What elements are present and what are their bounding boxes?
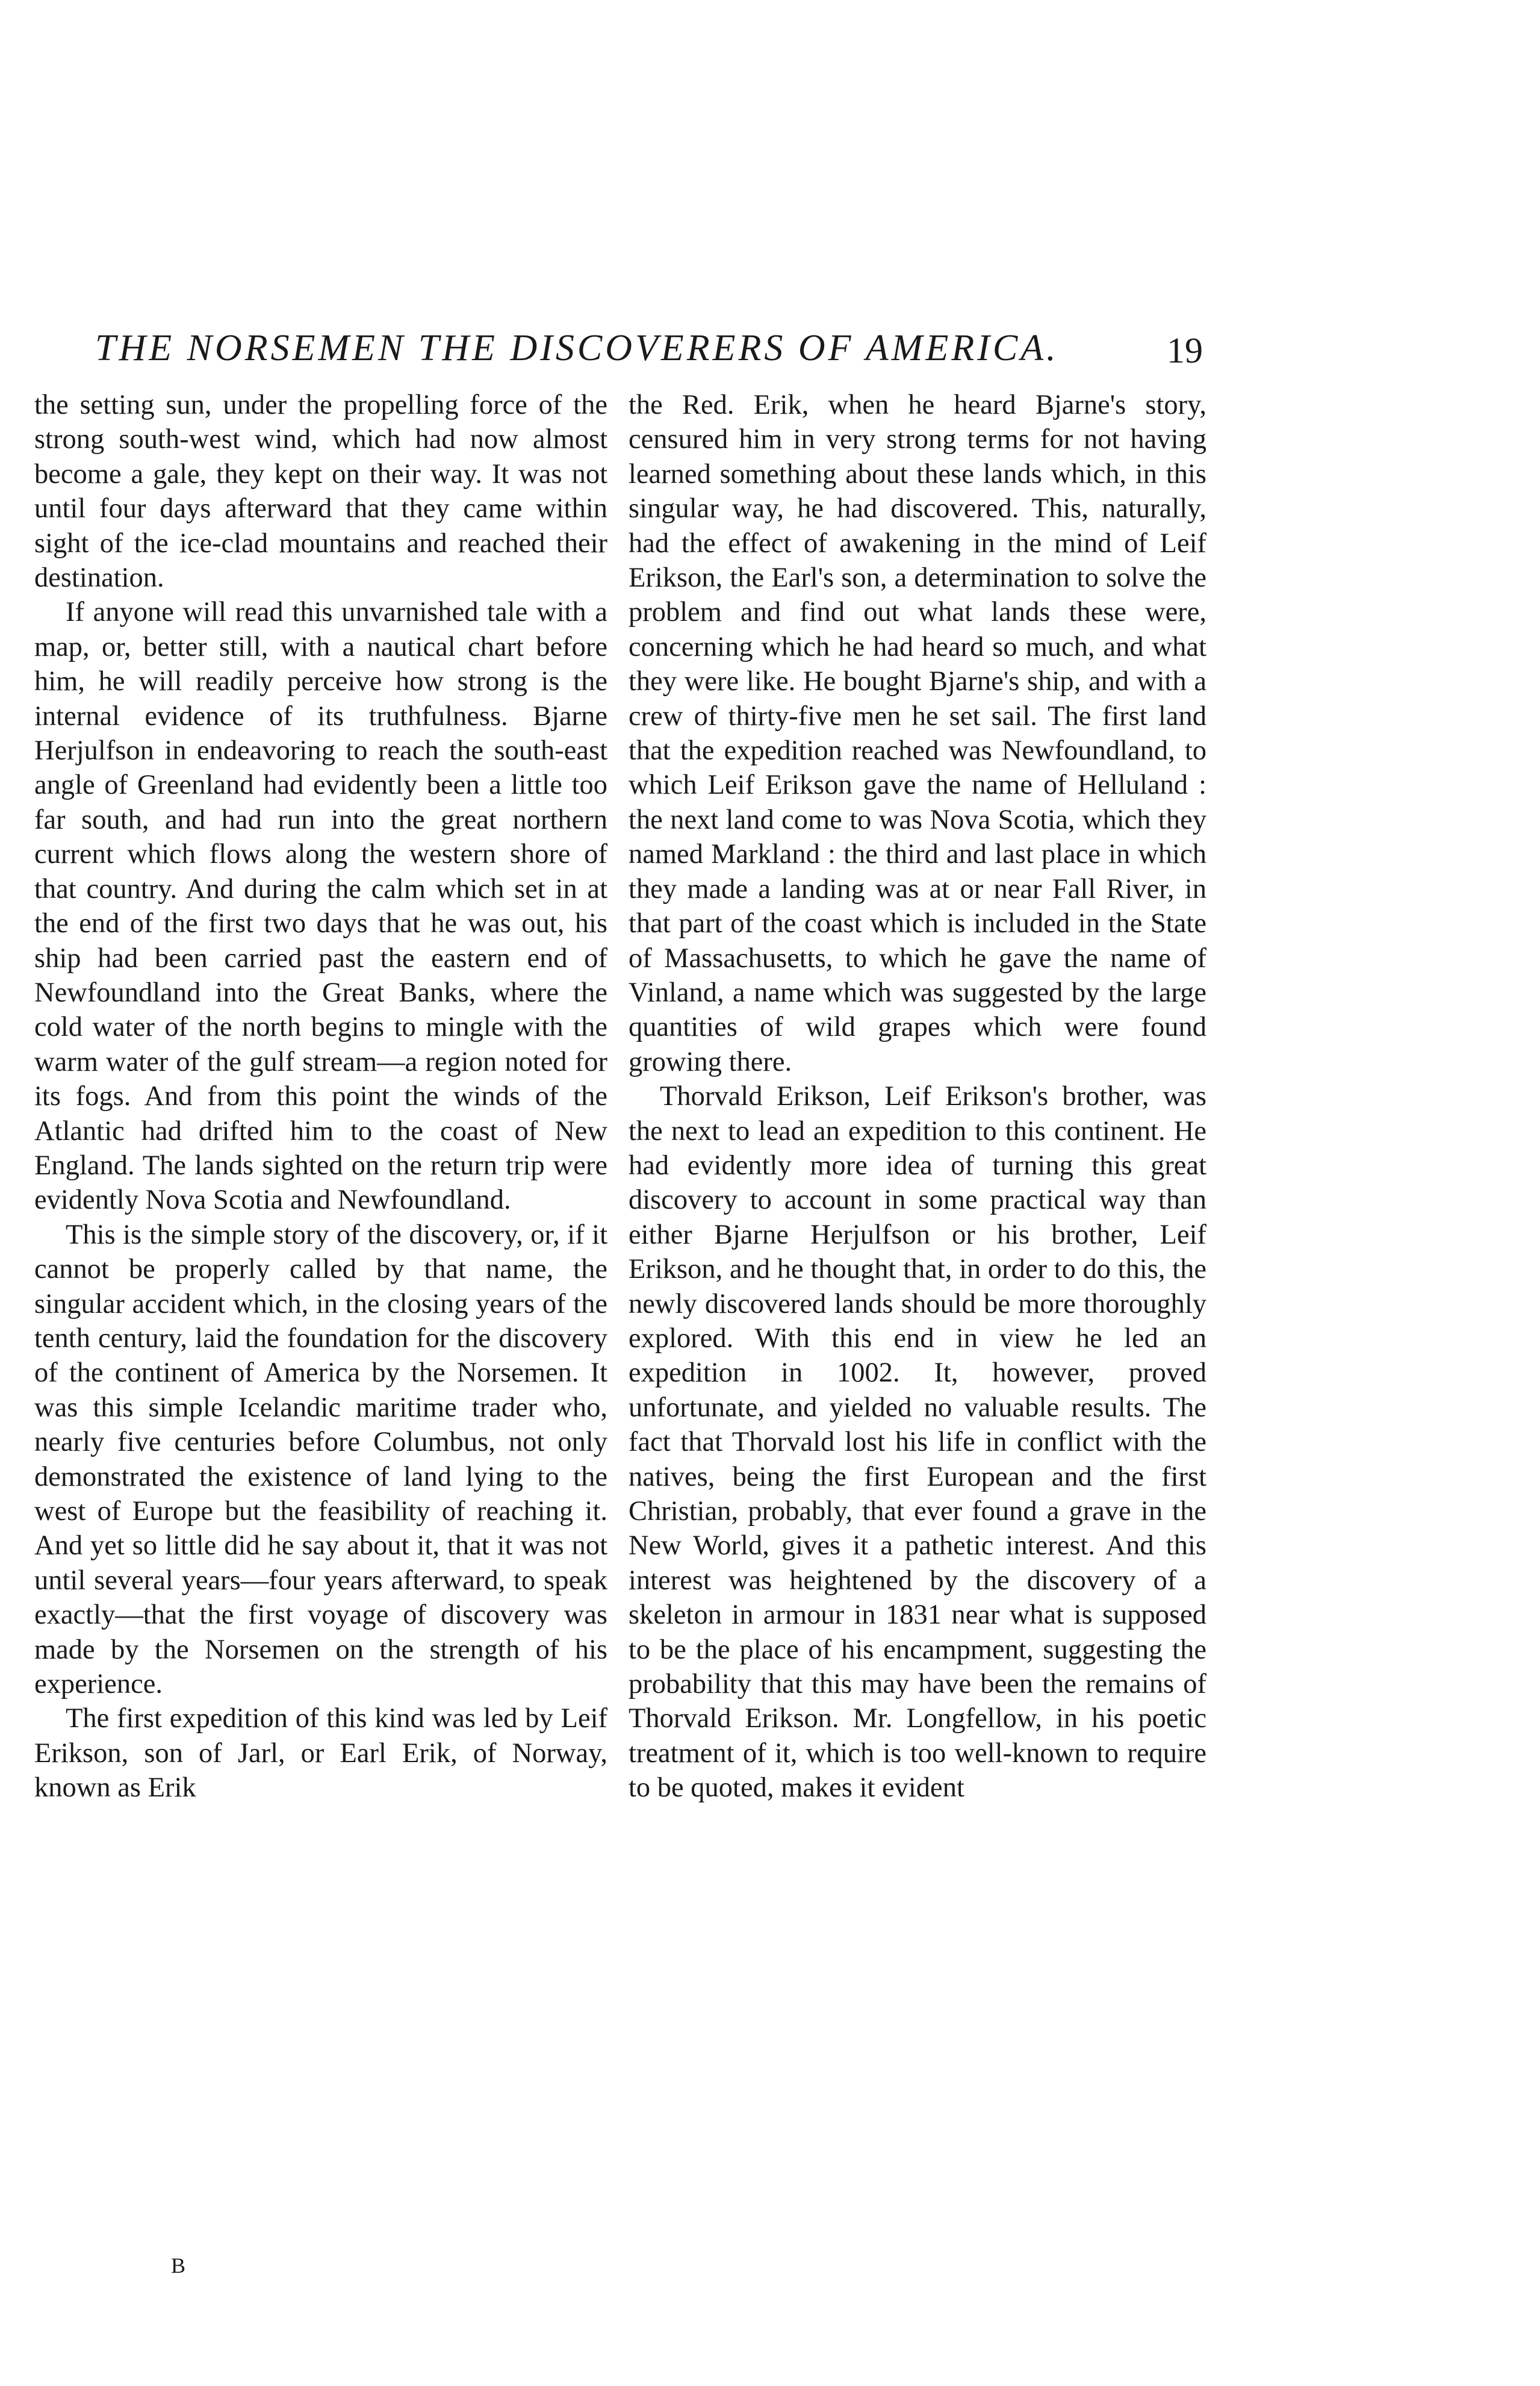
paragraph: This is the simple story of the discovery, or, if it cannot be properly called by that name, the singular accident which, in the closing years of the tenth century, laid the foundation for the discovery of the continent of America by the Norsemen. It was this simple Icelandic maritime trader who, nearly five centuries before Columbus, not only demonstrated the existence of land lying to the west of Europe but the feasibility of reaching it. And yet so little did he say about it, that it was not until several years—four years afterward, to speak exactly—that the first voyage of discovery was made by the Norsemen on the strength of his experience. (34, 1219, 607, 1700)
paragraph: The first expedition of this kind was led by Leif Erikson, son of Jarl, or Earl Erik, of Norway, known as Erik (34, 1703, 607, 1804)
page-number: 19 (1167, 331, 1203, 370)
paragraph: If anyone will read this unvarnished tale with a map, or, better still, with a nautical chart before him, he will readily perceive how strong is the internal evidence of its truthfulness. Bjarne Herjulfson in endeavoring to reach the south-east angle of Greenland had evidently been a little too far south, and had run into the great northern current which flows along the western shore of that country. And during the calm which set in at the end of the first two days that he was out, his ship had been carried past the eastern end of Newfoundland into the Great Banks, where the cold water of the north begins to mingle with the warm water of the gulf stream—a region noted for its fogs. And from this point the winds of the Atlantic had drifted him to the coast of New England. The lands sighted on the return trip were evidently Nova Scotia and Newfoundland. (34, 597, 607, 1216)
running-head (95, 324, 1203, 372)
running-title: THE NORSEMEN THE DISCOVERERS OF AMERICA. (95, 328, 1059, 369)
paragraph: Thorvald Erikson, Leif Erikson's brother, was the next to lead an expedition to this continent. He had evidently more idea of turning this great discovery to account in some practical way than either Bjarne Herjulfson or his brother, Leif Erikson, and he thought that, in order to do this, the newly discovered lands should be more thoroughly explored. With this end in view he led an expedition in 1002. It, however, proved unfortunate, and yielded no valuable results. The fact that Thorvald lost his life in conflict with the natives, being the first European and the first Christian, probably, that ever found a grave in the New World, gives it a pathetic interest. And this interest was heightened by the discovery of a skeleton in armour in 1831 near what is supposed to be the place of his encampment, suggesting the probability that this may have been the remains of Thorvald Erikson. Mr. Longfellow, in his poetic treatment of it, which is too well-known to require to be quoted, makes it evident (629, 1081, 1206, 1804)
right-column (629, 388, 1206, 2249)
left-column (34, 388, 607, 2249)
paragraph: the Red. Erik, when he heard Bjarne's story, censured him in very strong terms for not having learned something about these lands which, in this singular way, he had discovered. This, naturally, had the effect of awakening in the mind of Leif Erikson, the Earl's son, a determination to solve the problem and find out what lands these were, concerning which he had heard so much, and what they were like. He bought Bjarne's ship, and with a crew of thirty-five men he set sail. The first land that the expedition reached was Newfoundland, to which Leif Erikson gave the name of Helluland : the next land come to was Nova Scotia, which they named Markland : the third and last place in which they made a landing was at or near Fall River, in that part of the coast which is included in the State of Massachusetts, to which he gave the name of Vinland, a name which was suggested by the large quantities of wild grapes which were found growing there. (629, 390, 1206, 1077)
paragraph: the setting sun, under the propelling force of the strong south-west wind, which had now almost become a gale, they kept on their way. It was not until four days afterward that they came within sight of the ice-clad mountains and reached their destination. (34, 390, 607, 594)
signature-mark: B (171, 2254, 186, 2278)
